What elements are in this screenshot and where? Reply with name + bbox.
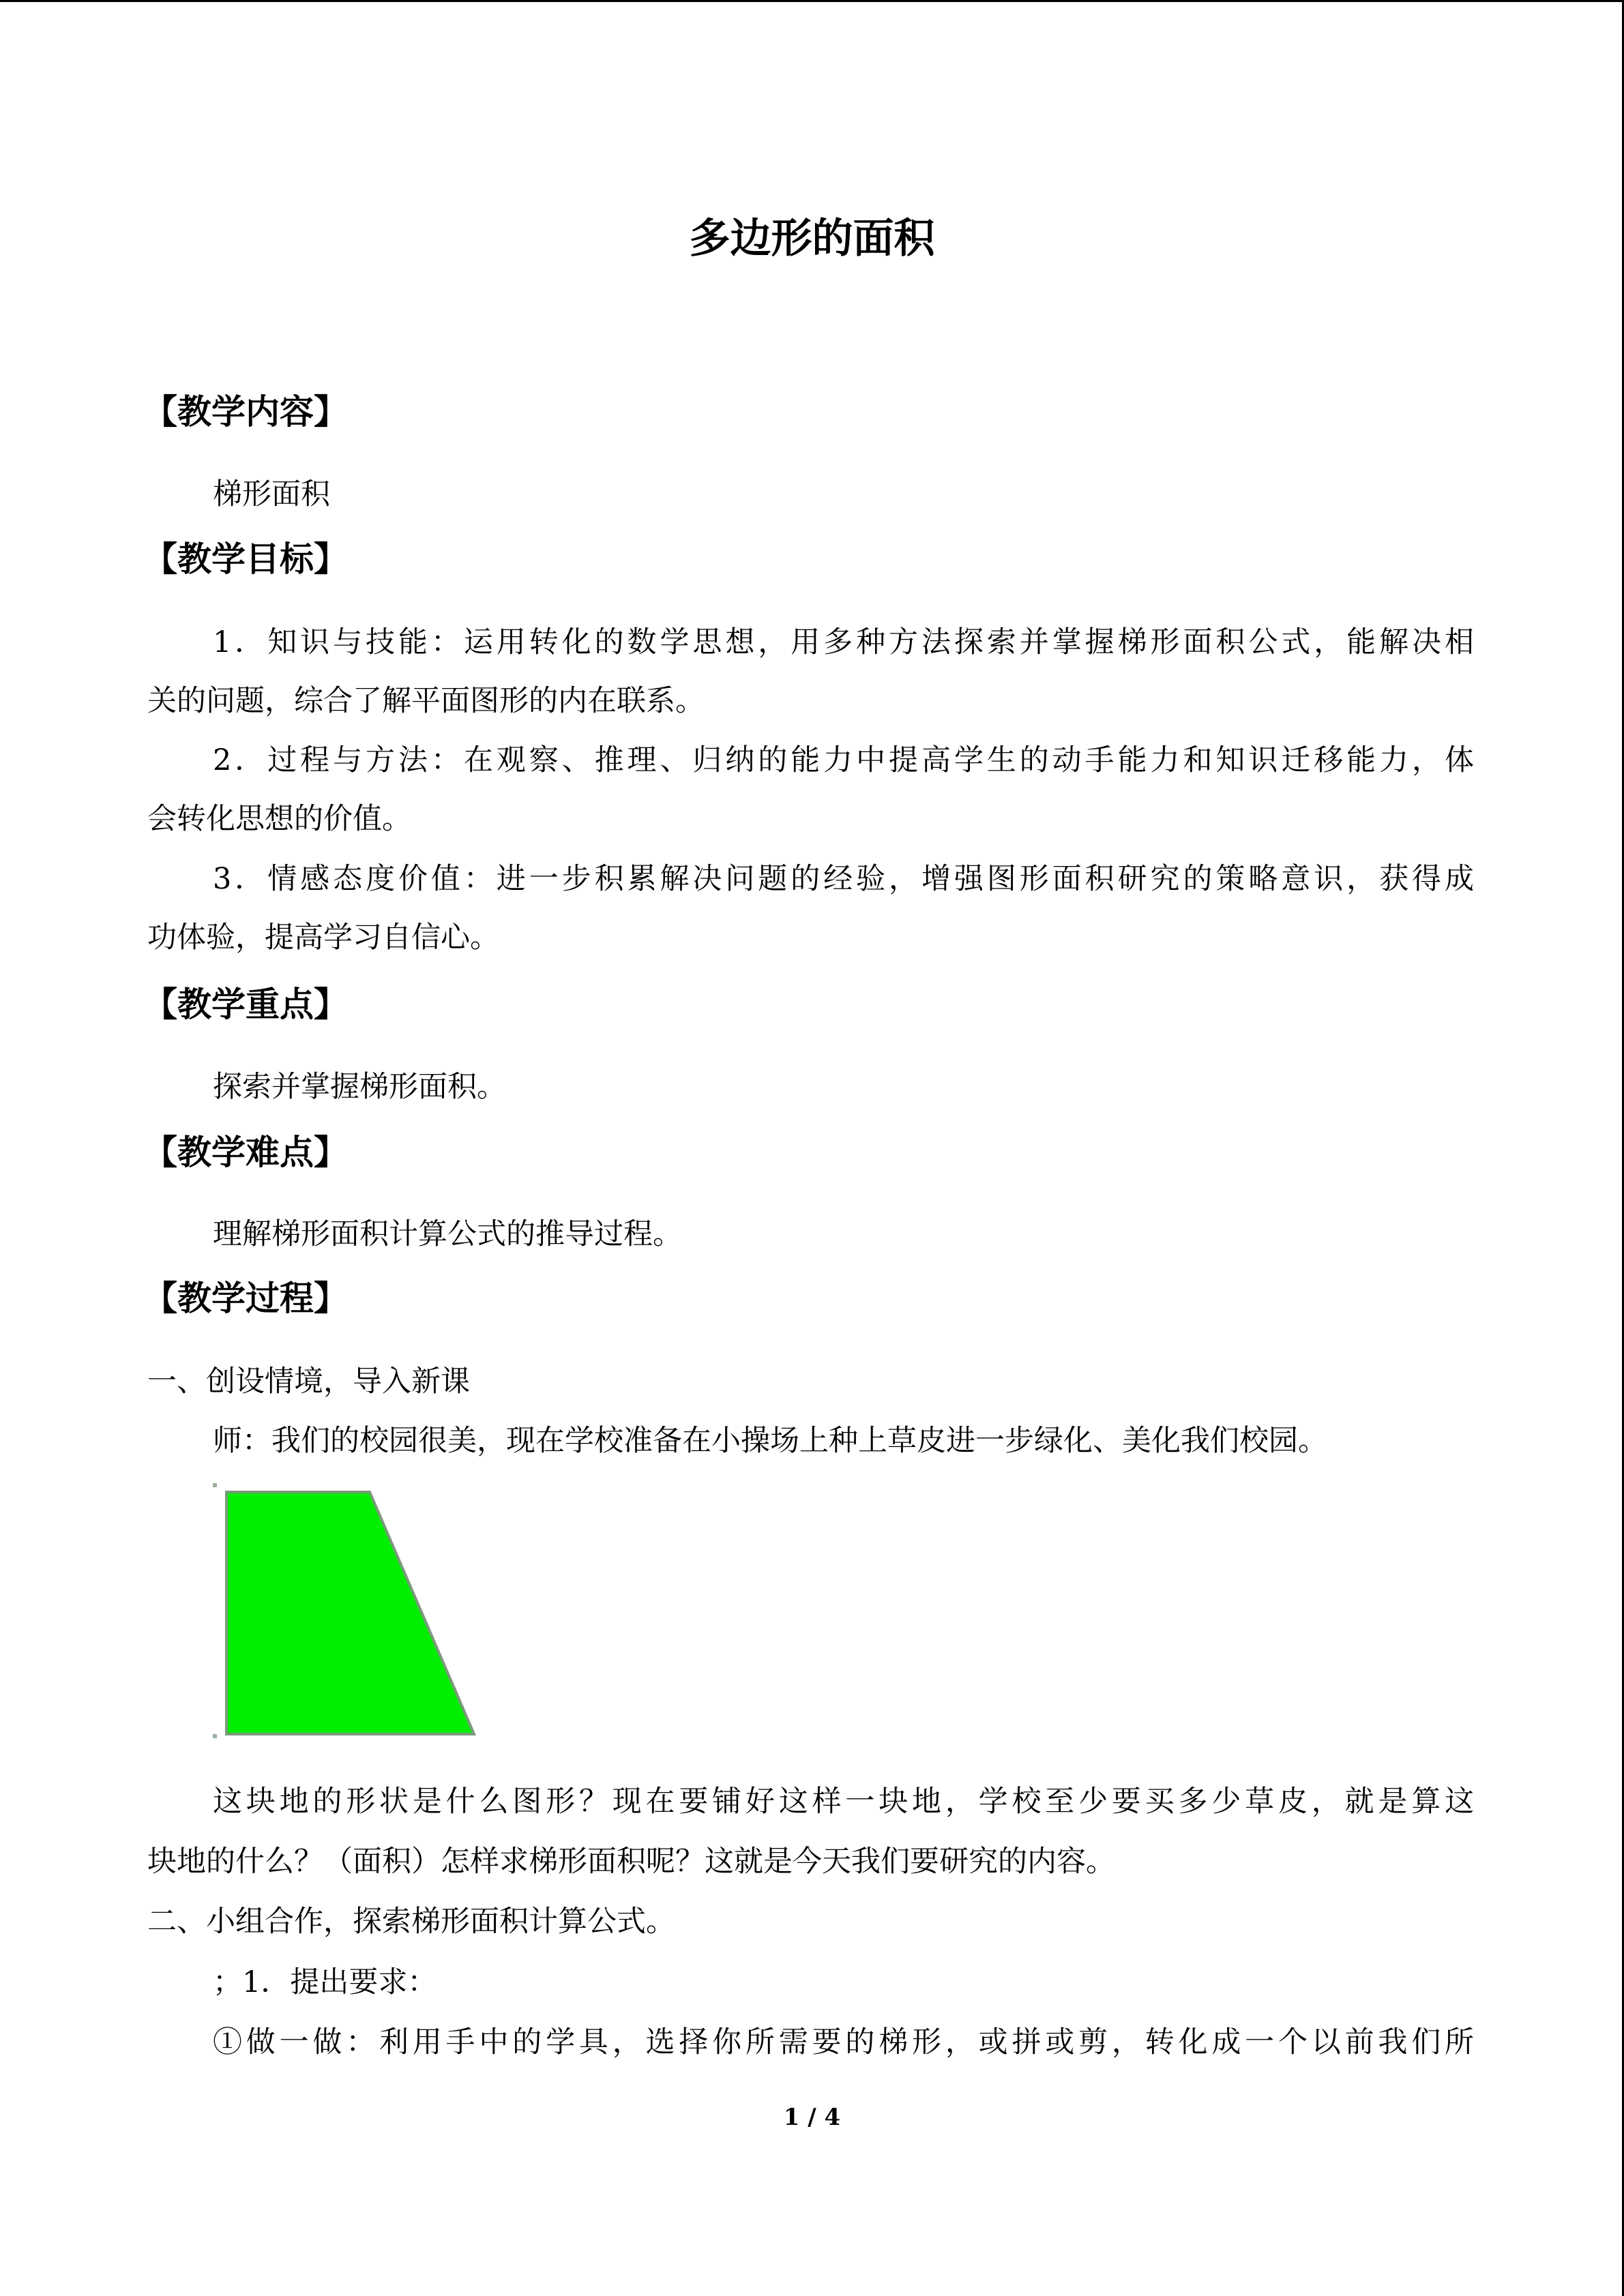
- heading-teaching-process: 【教学过程】: [143, 1279, 348, 1318]
- figure-corner-mark: [213, 1483, 217, 1487]
- heading-difficulty: 【教学难点】: [143, 1133, 348, 1172]
- step-1-title: 一、创设情境，导入新课: [147, 1365, 470, 1399]
- goal-1-line-2: 关的问题，综合了解平面图形的内在联系。: [147, 684, 705, 718]
- goal-2-line-1: 2．过程与方法：在观察、推理、归纳的能力中提高学生的动手能力和知识迁移能力，体: [213, 743, 1474, 777]
- task-1-line: ①做一做：利用手中的学具，选择你所需要的梯形，或拼或剪，转化成一个以前我们所: [213, 2025, 1474, 2059]
- key-point-text: 探索并掌握梯形面积。: [213, 1070, 506, 1104]
- figure-corner-mark: [213, 1734, 217, 1738]
- heading-key-point: 【教学重点】: [143, 985, 348, 1024]
- goal-3-line-2: 功体验，提高学习自信心。: [147, 921, 499, 955]
- question-line-1: 这块地的形状是什么图形？现在要铺好这样一块地，学校至少要买多少草皮，就是算这: [213, 1785, 1474, 1819]
- question-line-2: 块地的什么？（面积）怎样求梯形面积呢？这就是今天我们要研究的内容。: [147, 1845, 1115, 1879]
- page-number: 1 / 4: [783, 2104, 841, 2131]
- teacher-intro-line: 师：我们的校园很美，现在学校准备在小操场上种上草皮进一步绿化、美化我们校园。: [213, 1424, 1327, 1458]
- goal-3-line-1: 3．情感态度价值：进一步积累解决问题的经验，增强图形面积研究的策略意识，获得成: [213, 862, 1474, 896]
- step-2-title: 二、小组合作，探索梯形面积计算公式。: [147, 1905, 675, 1939]
- heading-teaching-goals: 【教学目标】: [143, 539, 348, 579]
- teaching-content-text: 梯形面积: [213, 477, 330, 511]
- goal-1-line-1: 1．知识与技能：运用转化的数学思想，用多种方法探索并掌握梯形面积公式，能解决相: [213, 625, 1474, 659]
- goal-2-line-2: 会转化思想的价值。: [147, 802, 411, 836]
- difficulty-text: 理解梯形面积计算公式的推导过程。: [213, 1217, 682, 1251]
- requirement-line: ；1．提出要求：: [213, 1965, 437, 1999]
- heading-teaching-content: 【教学内容】: [143, 392, 348, 432]
- trapezoid-shape: [226, 1492, 474, 1734]
- document-title: 多边形的面积: [689, 215, 935, 263]
- trapezoid-figure: [211, 1480, 484, 1746]
